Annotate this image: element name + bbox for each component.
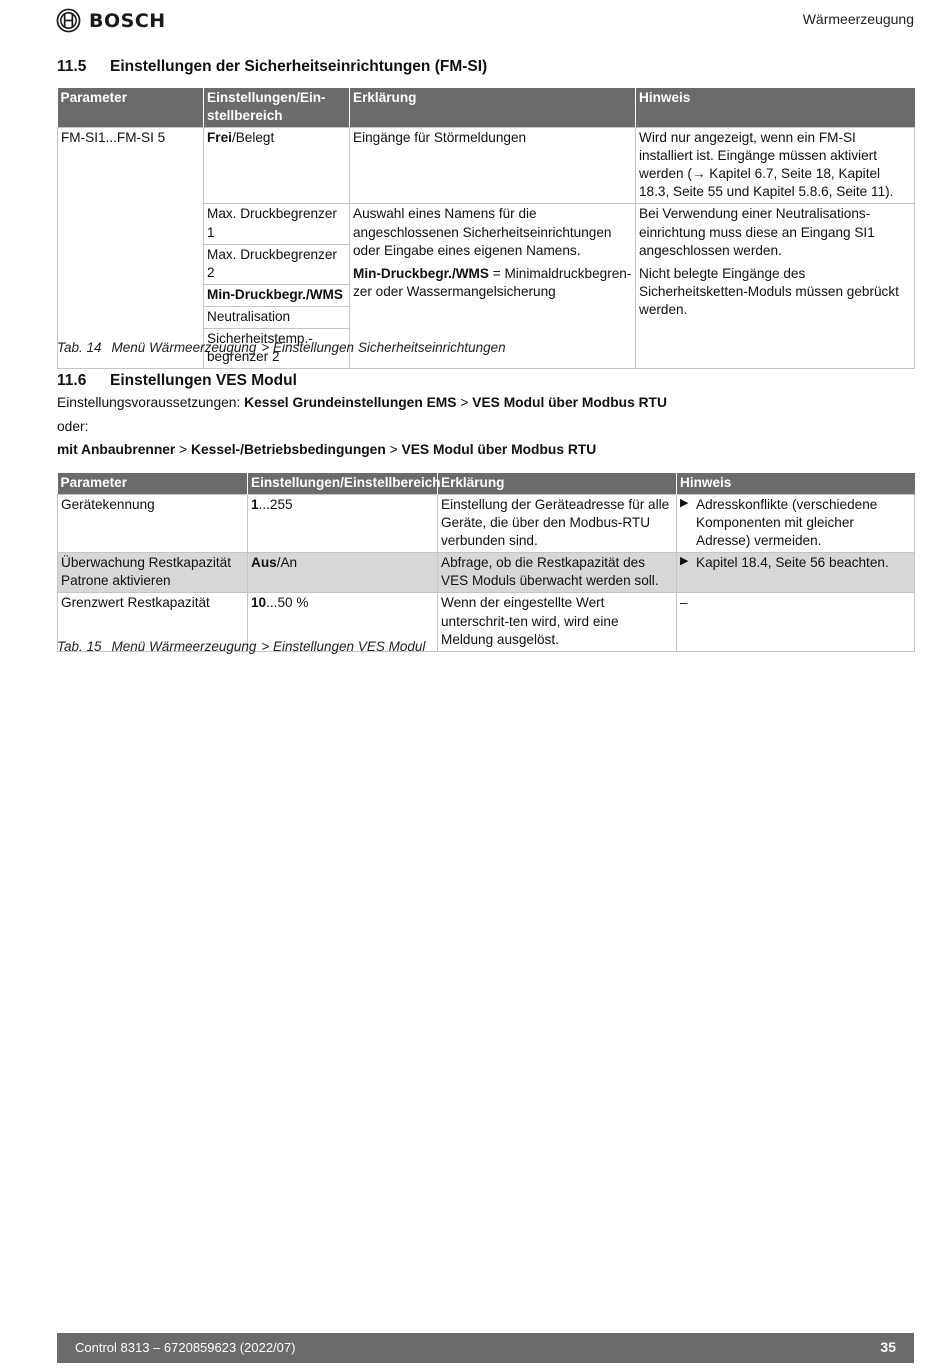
- settings-prerequisites: [57, 395, 667, 410]
- setting-cell: [204, 128, 350, 204]
- hint-cell: [677, 495, 915, 553]
- hint-text: Kapitel 18.4, Seite 56 beachten.: [696, 555, 889, 571]
- path-separator: >: [385, 442, 402, 457]
- col-header-parameter: Parameter: [58, 88, 204, 128]
- section-title: Einstellungen der Sicherheitseinrichtungen (FM-SI): [110, 58, 488, 75]
- menu-path-item: Kessel-/Betriebsbedingungen: [191, 442, 386, 457]
- table-row: [58, 495, 915, 553]
- default-value: Aus: [251, 555, 277, 571]
- setting-range: ...255: [258, 497, 293, 513]
- parameter-cell: Gerätekennung: [58, 495, 248, 553]
- bullet-arrow-icon: ▶: [680, 555, 689, 568]
- explanation-cell: Einstellung der Geräteadresse für alle Geräte, die über den Modbus-RTU verbunden sind.: [438, 495, 677, 553]
- chapter-header: Wärmeerzeugung: [802, 11, 914, 27]
- menu-path-item: mit Anbaubrenner: [57, 442, 176, 457]
- table-caption: [57, 340, 506, 355]
- path-separator: >: [456, 395, 473, 410]
- parameter-cell: Grenzwert Restkapazität: [58, 593, 248, 651]
- path-separator: >: [175, 442, 192, 457]
- page-number: 35: [880, 1339, 896, 1355]
- setting-cell: [248, 495, 438, 553]
- table-row: [58, 553, 915, 593]
- explanation-cell: Wenn der eingestellte Wert unterschrit-ten wird, wird eine Meldung ausgelöst.: [438, 593, 677, 651]
- caption-number: Tab. 14: [57, 340, 102, 355]
- explanation-text: [353, 265, 632, 301]
- bullet-arrow-icon: ▶: [680, 497, 689, 510]
- explanation-cell: Eingänge für Störmeldungen: [350, 128, 636, 204]
- hint-cell: –: [677, 593, 915, 651]
- caption-path: > Einstellungen Sicherheitseinrichtungen: [261, 340, 506, 355]
- table-caption: [57, 639, 425, 654]
- col-header-explanation: Erklärung: [350, 88, 636, 128]
- option-item: Max. Druckbegrenzer 2: [204, 244, 349, 284]
- section-number: 11.5: [57, 58, 87, 75]
- setting-range: ...50 %: [266, 595, 309, 611]
- hint-text: Adresskonflikte (verschiedene Komponenten mit gleicher Adresse) vermeiden.: [696, 497, 878, 549]
- col-header-settings: Einstellungen/Ein-stellbereich: [204, 88, 350, 128]
- col-header-explanation: Erklärung: [438, 473, 677, 495]
- caption-text: Menü Wärmeerzeugung: [111, 639, 257, 654]
- option-item: Sicherheitstemp.-begrenzer 2: [204, 328, 349, 368]
- hint-cell: Wird nur angezeigt, wenn ein FM-SI installiert ist. Eingänge müssen aktiviert werden (→ Kapitel 6.7, Seite 18, Kapitel 18.3, Seite 55 und Kapitel 5.8.6, Seite 11).: [636, 128, 915, 204]
- document-id: Control 8313 – 6720859623 (2022/07): [75, 1340, 296, 1355]
- table-row: [58, 128, 915, 204]
- bosch-armature-icon: [56, 8, 81, 33]
- parameter-cell: FM-SI1...FM-SI 5: [58, 128, 204, 369]
- caption-path: > Einstellungen VES Modul: [261, 639, 426, 654]
- prereq-label: Einstellungsvoraussetzungen:: [57, 395, 245, 410]
- hint-cell: [677, 553, 915, 593]
- or-text: oder:: [57, 419, 89, 434]
- hint-cell: [636, 204, 915, 369]
- explanation-text: Auswahl eines Namens für die angeschlossenen Sicherheitseinrichtungen oder Eingabe eines eigenen Namens.: [353, 206, 612, 258]
- section-heading-11-5: [57, 58, 487, 76]
- explanation-cell: Abfrage, ob die Restkapazität des VES Moduls überwacht werden soll.: [438, 553, 677, 593]
- term-label: Min-Druckbegr./WMS: [353, 265, 489, 281]
- fm-si-settings-table: [57, 88, 915, 369]
- setting-range: /An: [276, 555, 298, 571]
- table-header-row: [58, 473, 915, 495]
- section-title: Einstellungen VES Modul: [110, 372, 297, 389]
- option-item: Min-Druckbegr./WMS: [204, 284, 349, 306]
- brand-name: BOSCH: [89, 9, 166, 32]
- option-item: Neutralisation: [204, 306, 349, 328]
- default-value: 10: [251, 595, 267, 611]
- default-value: Frei: [207, 130, 232, 146]
- setting-cell: [248, 553, 438, 593]
- page-footer: [57, 1333, 914, 1363]
- ves-module-settings-table: [57, 473, 915, 652]
- alternative-prerequisites: [57, 442, 596, 457]
- caption-number: Tab. 15: [57, 639, 102, 654]
- parameter-cell: Überwachung Restkapazität Patrone aktivieren: [58, 553, 248, 593]
- default-value: 1: [251, 497, 259, 513]
- col-header-parameter: Parameter: [58, 473, 248, 495]
- section-number: 11.6: [57, 372, 87, 389]
- menu-path-item: VES Modul über Modbus RTU: [472, 395, 667, 410]
- hint-text: Bei Verwendung einer Neutralisations-einrichtung muss diese an Eingang SI1 angeschlossen werden.: [639, 206, 875, 258]
- col-header-hint: Hinweis: [677, 473, 915, 495]
- option-item: Max. Druckbegrenzer 1: [207, 206, 337, 240]
- section-heading-11-6: [57, 372, 297, 390]
- hint-text: Nicht belegte Eingänge des Sicherheitsketten-Moduls müssen gebrückt werden.: [639, 265, 899, 317]
- menu-path-item: VES Modul über Modbus RTU: [401, 442, 597, 457]
- bosch-logo: [56, 8, 166, 33]
- col-header-settings: Einstellungen/Einstellbereich: [248, 473, 438, 495]
- col-header-hint: Hinweis: [636, 88, 915, 128]
- term-definition: = Minimaldruckbegren-zer oder Wassermangelsicherung: [353, 265, 632, 299]
- caption-text: Menü Wärmeerzeugung: [111, 340, 257, 355]
- setting-range: /Belegt: [231, 130, 275, 146]
- menu-path-item: Kessel Grundeinstellungen EMS: [244, 395, 457, 410]
- table-header-row: [58, 88, 915, 128]
